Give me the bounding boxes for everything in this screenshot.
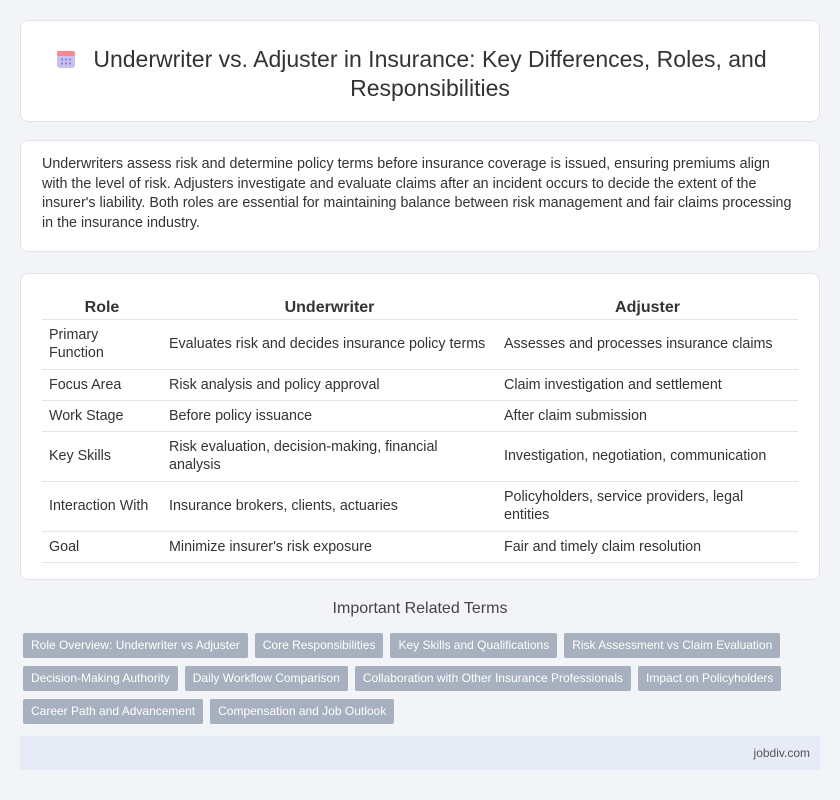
table-row (42, 531, 798, 562)
page-title: Underwriter vs. Adjuster in Insurance: Key Differences, Roles, and Responsibilities (93, 46, 767, 101)
related-term-tag[interactable]: Career Path and Advancement (23, 699, 203, 724)
underwriter-cell: Risk evaluation, decision-making, financial analysis (162, 431, 497, 481)
table-row (42, 319, 798, 369)
row-label: Work Stage (42, 400, 162, 431)
related-terms-title: Important Related Terms (332, 600, 508, 617)
row-label: Focus Area (42, 369, 162, 400)
related-term-tag[interactable]: Key Skills and Qualifications (390, 633, 557, 658)
row-label: Interaction With (42, 481, 162, 531)
row-label: Primary Function (42, 319, 162, 369)
table-row (42, 431, 798, 481)
related-term-tag[interactable]: Core Responsibilities (255, 633, 384, 658)
adjuster-cell: After claim submission (497, 400, 798, 431)
adjuster-cell: Assesses and processes insurance claims (497, 319, 798, 369)
adjuster-cell: Policyholders, service providers, legal entities (497, 481, 798, 531)
underwriter-cell: Risk analysis and policy approval (162, 369, 497, 400)
underwriter-cell: Minimize insurer's risk exposure (162, 531, 497, 562)
underwriter-cell: Insurance brokers, clients, actuaries (162, 481, 497, 531)
table-row (42, 369, 798, 400)
intro-card (20, 140, 820, 252)
table-row (42, 481, 798, 531)
row-label: Key Skills (42, 431, 162, 481)
related-term-tag[interactable]: Role Overview: Underwriter vs Adjuster (23, 633, 248, 658)
related-term-tag[interactable]: Collaboration with Other Insurance Professionals (355, 666, 631, 691)
intro-paragraph: Underwriters assess risk and determine policy terms before insurance coverage is issued, ensuring premiums align with the level of risk. Adjusters investigate and evaluate claims after an incident occurs to decide the extent of the insurer's liability. Both roles are essential for maintaining balance between risk management and fair claims processing in the insurance industry. (42, 156, 792, 231)
related-term-tag[interactable]: Risk Assessment vs Claim Evaluation (564, 633, 780, 658)
comparison-card (20, 273, 820, 580)
adjuster-cell: Investigation, negotiation, communication (497, 431, 798, 481)
table-row (42, 400, 798, 431)
related-terms-list (23, 633, 803, 724)
comparison-table (42, 294, 798, 563)
row-label: Goal (42, 531, 162, 562)
header-underwriter: Underwriter (162, 294, 497, 319)
header-card (20, 20, 820, 122)
header-role: Role (42, 294, 162, 319)
adjuster-cell: Claim investigation and settlement (497, 369, 798, 400)
table-header-row (42, 294, 798, 319)
footer (20, 736, 820, 770)
header-adjuster: Adjuster (497, 294, 798, 319)
related-term-tag[interactable]: Decision-Making Authority (23, 666, 178, 691)
related-term-tag[interactable]: Daily Workflow Comparison (185, 666, 348, 691)
related-term-tag[interactable]: Impact on Policyholders (638, 666, 781, 691)
underwriter-cell: Before policy issuance (162, 400, 497, 431)
adjuster-cell: Fair and timely claim resolution (497, 531, 798, 562)
underwriter-cell: Evaluates risk and decides insurance policy terms (162, 319, 497, 369)
footer-site-link[interactable]: jobdiv.com (753, 746, 810, 760)
related-term-tag[interactable]: Compensation and Job Outlook (210, 699, 394, 724)
